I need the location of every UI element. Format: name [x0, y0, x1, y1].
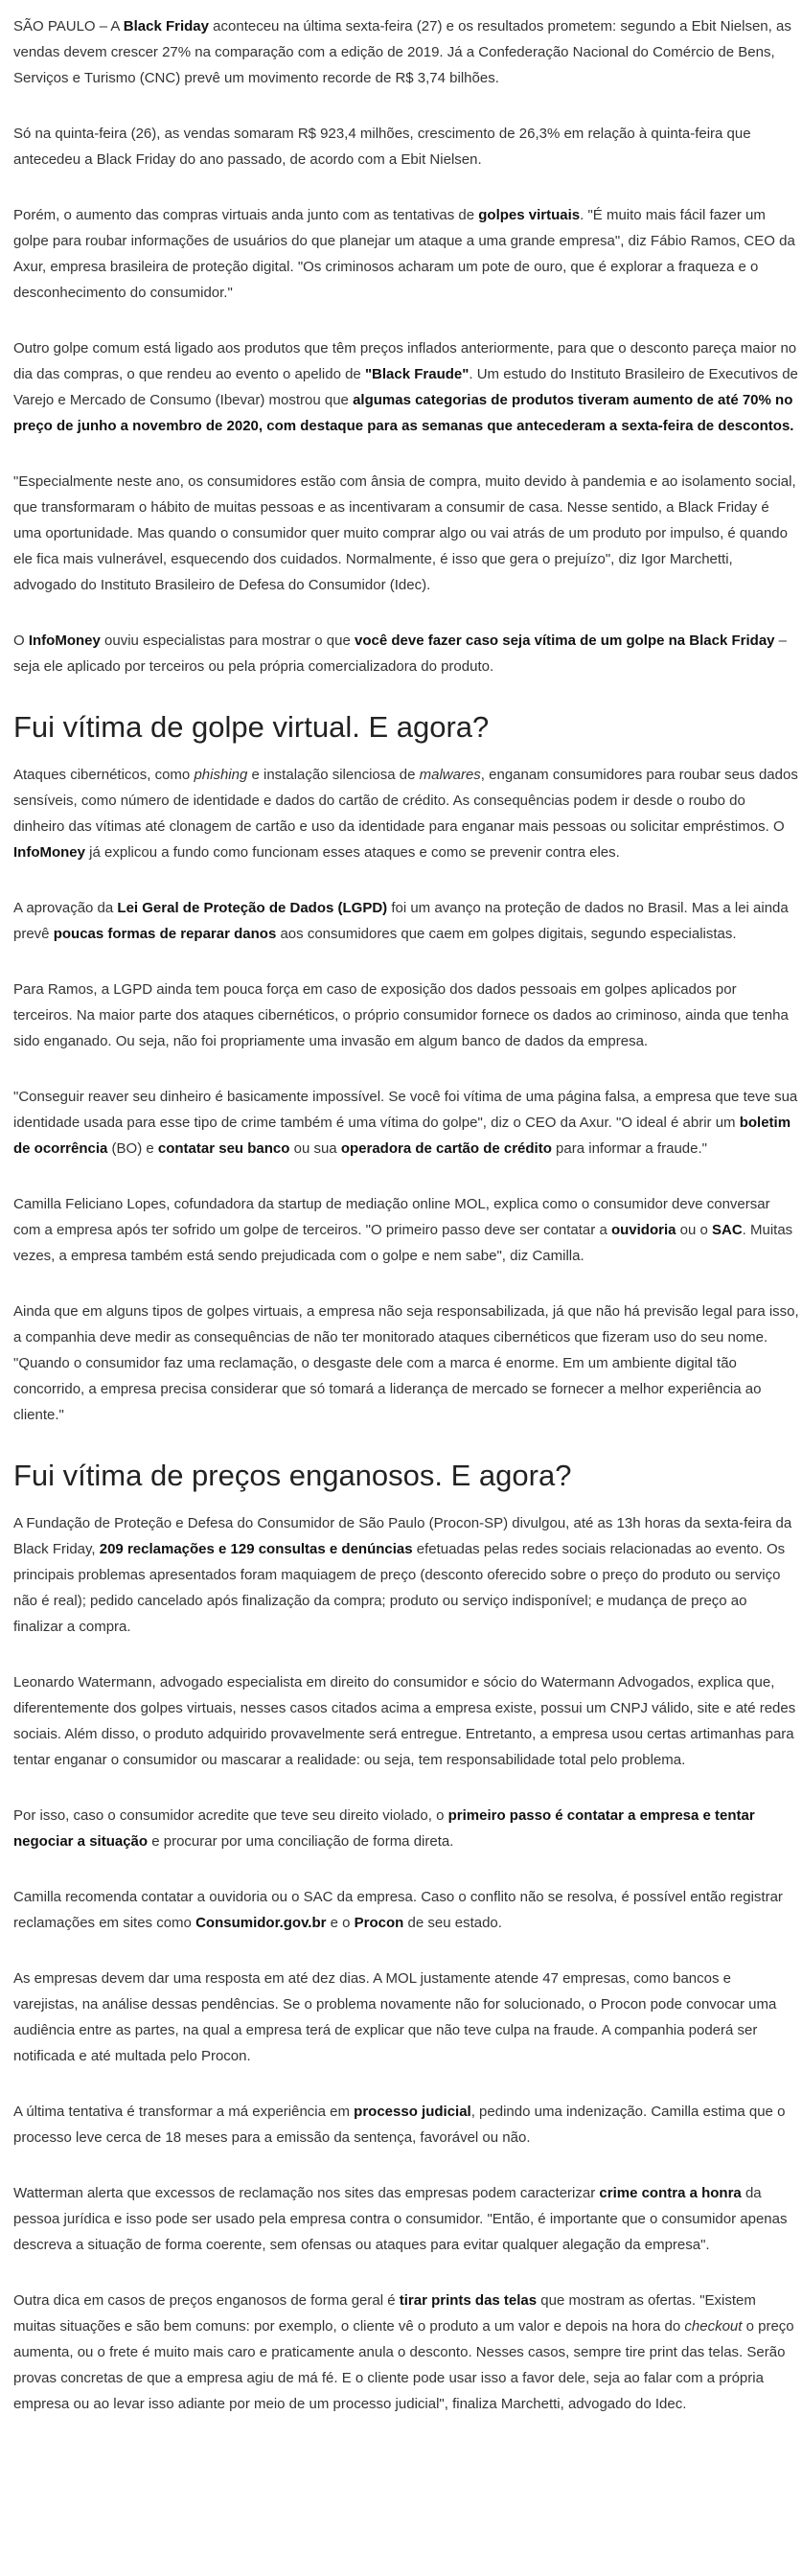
paragraph-text: ouviu especialistas para mostrar o que [100, 632, 355, 649]
bold-text: Procon [354, 1915, 404, 1931]
paragraph-text: "Conseguir reaver seu dinheiro é basicamente impossível. Se você foi vítima de uma página falsa, a empresa que teve sua identidade usada para esse tipo de crime também é uma vítima do golpe", diz o CEO da Axur. "O ideal é abrir um [13, 1089, 798, 1131]
article-paragraph [13, 2288, 799, 2417]
paragraph-text: Por isso, caso o consumidor acredite que teve seu direito violado, o [13, 1807, 448, 1824]
bold-text: primeiro passo é contatar a empresa e tentar negociar a situação [13, 1807, 755, 1850]
paragraph-text: Camilla recomenda contatar a ouvidoria ou o SAC da empresa. Caso o conflito não se resolva, é possível então registrar reclamações em sites como [13, 1889, 783, 1931]
paragraph-text: o preço aumenta, ou o frete é muito mais caro e praticamente anula o desconto. Nesses casos, sempre tire print das telas. Serão provas concretas de que a empresa agiu de má fé. E o cliente pode usar isso a favor dele, seja ao falar com a própria empresa ou ao levar isso adiante por meio de um processo judicial", finaliza Marchetti, advogado do Idec. [13, 2318, 794, 2412]
bold-text: boletim de ocorrência [13, 1115, 791, 1157]
paragraph-text: Watterman alerta que excessos de reclamação nos sites das empresas podem caracterizar [13, 2185, 600, 2201]
section-heading-precos-enganosos: Fui vítima de preços enganosos. E agora? [13, 1459, 572, 1492]
article-paragraph [13, 1510, 799, 1640]
article-paragraph [13, 1299, 799, 1428]
article-paragraph [13, 895, 799, 947]
bold-text: 209 reclamações e 129 consultas e denúncias [99, 1541, 413, 1557]
article-paragraph [13, 1966, 799, 2069]
bold-text: Consumidor.gov.br [195, 1915, 327, 1931]
article-paragraph [13, 1669, 799, 1773]
paragraph-text: Leonardo Watermann, advogado especialista em direito do consumidor e sócio do Watermann Advogados, explica que, diferentemente dos golpes virtuais, nesses casos citados acima a empresa existe, possui um CNPJ válido, site e até redes sociais. Além disso, o produto adquirido provavelmente será entregue. Entretanto, a empresa usou certas artimanhas para tentar enganar o consumidor ou mascarar a realidade: ou seja, tem responsabilidade total pelo problema. [13, 1674, 796, 1768]
bold-text: operadora de cartão de crédito [340, 1140, 552, 1157]
paragraph-text: – seja ele aplicado por terceiros ou pela própria comercializadora do produto. [13, 632, 788, 675]
bold-text: InfoMoney [13, 844, 85, 861]
paragraph-text: , pedindo uma indenização. Camilla estima que o processo leve cerca de 18 meses para a emissão da sentença, favorável ou não. [13, 2104, 786, 2146]
paragraph-text: A aprovação da [13, 900, 118, 916]
bold-text: poucas formas de reparar danos [53, 926, 277, 942]
paragraph-text: ou sua [289, 1140, 341, 1157]
bold-text: SAC [712, 1222, 743, 1238]
paragraph-text: e procurar por uma conciliação de forma direta. [148, 1833, 454, 1850]
article-paragraph [13, 121, 799, 172]
paragraph-text: (BO) e [107, 1140, 158, 1157]
article-paragraph [13, 977, 799, 1054]
paragraph-text: foi um avanço na proteção de dados no Brasil. Mas a lei ainda prevê [13, 900, 789, 942]
paragraph-text: já explicou a fundo como funcionam esses ataques e como se prevenir contra eles. [85, 844, 620, 861]
bold-text: Black Friday [123, 18, 209, 34]
paragraph-text: Ataques cibernéticos, como [13, 767, 195, 783]
article-paragraph [13, 13, 799, 91]
paragraph-text: A última tentativa é transformar a má experiência em [13, 2104, 355, 2120]
paragraph-text: efetuadas pelas redes sociais relacionadas ao evento. Os principais problemas apresentados foram maquiagem de preço (desconto oferecido sobre o preço do produto ou serviço não é real); pedido cancelado após finalização da compra; produto ou serviço indisponível; e mudança de preço ao finalizar a compra. [13, 1541, 786, 1635]
paragraph-text: e instalação silenciosa de [247, 767, 420, 783]
paragraph-text: A Fundação de Proteção e Defesa do Consumidor de São Paulo (Procon-SP) divulgou, até as 13h horas da sexta-feira da Black Friday, [13, 1515, 792, 1557]
article-paragraph [13, 335, 799, 439]
paragraph-text: aos consumidores que caem em golpes digitais, segundo especialistas. [276, 926, 737, 942]
bold-text: InfoMoney [28, 632, 101, 649]
paragraph-text: Outra dica em casos de preços enganosos de forma geral é [13, 2292, 400, 2309]
paragraph-text: "Especialmente neste ano, os consumidores estão com ânsia de compra, muito devido à pandemia e ao isolamento social, que transformaram o hábito de muitas pessoas e as incentivaram a consumir de casa. Nesse sentido, a Black Friday é uma oportunidade. Mas quando o consumidor quer muito comprar algo ou vai atrás de um produto por impulso, é quando ele fica mais vulnerável, esquecendo dos cuidados. Normalmente, é isso que gera o prejuízo", diz Igor Marchetti, advogado do Instituto Brasileiro de Defesa do Consumidor (Idec). [13, 473, 796, 593]
bold-text: crime contra a honra [599, 2185, 742, 2201]
bold-text: ouvidoria [610, 1222, 676, 1238]
article-paragraph [13, 1191, 799, 1269]
paragraph-text: para informar a fraude." [551, 1140, 707, 1157]
paragraph-text: . "É muito mais fácil fazer um golpe para roubar informações de usuários do que planejar um ataque a uma grande empresa", diz Fábio Ramos, CEO da Axur, empresa brasileira de proteção digital. "Os criminosos acharam um pote de ouro, que é explorar a fraqueza e o desconhecimento do consumidor." [13, 207, 795, 301]
article-paragraph [13, 202, 799, 306]
italic-text: phishing [194, 767, 248, 783]
paragraph-text: As empresas devem dar uma resposta em até dez dias. A MOL justamente atende 47 empresas, como bancos e varejistas, na análise dessas pendências. Se o problema novamente não for solucionado, o Procon pode convocar uma audiência entre as partes, na qual a empresa terá de explicar que não teve culpa na fraude. A companhia poderá ser notificada e até multada pelo Procon. [13, 1970, 777, 2064]
paragraph-text: e o [326, 1915, 355, 1931]
paragraph-text: Só na quinta-feira (26), as vendas somaram R$ 923,4 milhões, crescimento de 26,3% em relação à quinta-feira que antecedeu a Black Friday do ano passado, de acordo com a Ebit Nielsen. [13, 126, 751, 168]
section-heading-golpe-virtual: Fui vítima de golpe virtual. E agora? [13, 710, 490, 744]
bold-text: contatar seu banco [157, 1140, 290, 1157]
golpe-virtual-section [13, 762, 799, 1428]
paragraph-text: . Muitas vezes, a empresa também está sendo prejudicada com o golpe e nem sabe", diz Camilla. [13, 1222, 793, 1264]
paragraph-text: , enganam consumidores para roubar seus dados sensíveis, como número de identidade e dados do cartão de crédito. As consequências podem ir desde o roubo do dinheiro das vítimas até clonagem de cartão e uso da identidade para enganar mais pessoas ou solicitar empréstimos. O [13, 767, 798, 835]
italic-text: malwares [419, 767, 481, 783]
bold-text: você deve fazer caso seja vítima de um golpe na Black Friday [354, 632, 775, 649]
paragraph-text: Camilla Feliciano Lopes, cofundadora da startup de mediação online MOL, explica como o consumidor deve conversar com a empresa após ter sofrido um golpe de terceiros. "O primeiro passo deve ser contatar a [13, 1196, 770, 1238]
bold-text: algumas categorias de produtos tiveram aumento de até 70% no preço de junho a novembro de 2020, com destaque para as semanas que antecederam a sexta-feira de descontos. [13, 392, 794, 434]
intro-section [13, 13, 799, 679]
bold-text: Lei Geral de Proteção de Dados (LGPD) [117, 900, 388, 916]
bold-text: tirar prints das telas [399, 2292, 538, 2309]
bold-text: "Black Fraude" [364, 366, 470, 382]
paragraph-text: O [13, 632, 29, 649]
article-paragraph [13, 1884, 799, 1936]
paragraph-text: SÃO PAULO – A [13, 18, 124, 34]
paragraph-text: que mostram as ofertas. "Existem muitas situações e são bem comuns: por exemplo, o cliente vê o produto a um valor e depois na hora do [13, 2292, 756, 2334]
paragraph-text: Porém, o aumento das compras virtuais anda junto com as tentativas de [13, 207, 479, 223]
paragraph-text: . Um estudo do Instituto Brasileiro de Executivos de Varejo e Mercado de Consumo (Ibevar) mostrou que [13, 366, 798, 408]
paragraph-text: ou o [676, 1222, 712, 1238]
paragraph-text: aconteceu na última sexta-feira (27) e os resultados prometem: segundo a Ebit Nielsen, as vendas devem crescer 27% na comparação com a edição de 2019. Já a Confederação Nacional do Comércio de Bens, Serviços e Turismo (CNC) prevê um movimento recorde de R$ 3,74 bilhões. [13, 18, 791, 86]
italic-text: checkout [684, 2318, 743, 2334]
paragraph-text: Outro golpe comum está ligado aos produtos que têm preços inflados anteriormente, para que o desconto pareça maior no dia das compras, o que rendeu ao evento o apelido de [13, 340, 797, 382]
article-paragraph [13, 1803, 799, 1854]
paragraph-text: de seu estado. [403, 1915, 502, 1931]
article-paragraph [13, 762, 799, 865]
article-paragraph [13, 628, 799, 679]
article-paragraph [13, 2180, 799, 2258]
bold-text: golpes virtuais [478, 207, 581, 223]
paragraph-text: Ainda que em alguns tipos de golpes virtuais, a empresa não seja responsabilizada, já que não há previsão legal para isso, a companhia deve medir as consequências de não ter monitorado ataques cibernéticos que fizeram uso do seu nome. "Quando o consumidor faz uma reclamação, o desgaste dele com a marca é enorme. Em um ambiente digital tão concorrido, a empresa precisa considerar que só tomará a liderança de mercado se fornecer a melhor experiência ao cliente." [13, 1303, 799, 1423]
precos-enganosos-section [13, 1510, 799, 2417]
paragraph-text: Para Ramos, a LGPD ainda tem pouca força em caso de exposição dos dados pessoais em golpes aplicados por terceiros. Na maior parte dos ataques cibernéticos, o próprio consumidor fornece os dados ao criminoso, ainda que tenha sido enganado. Ou seja, não foi propriamente uma invasão em algum banco de dados da empresa. [13, 981, 789, 1049]
article-paragraph [13, 469, 799, 598]
bold-text: processo judicial [354, 2104, 471, 2120]
paragraph-text: da pessoa jurídica e isso pode ser usado pela empresa contra o consumidor. "Então, é importante que o consumidor apenas descreva a situação de forma coerente, sem ofensas ou ataques para evitar qualquer alegação da empresa". [13, 2185, 788, 2253]
article-paragraph [13, 1084, 799, 1162]
article-paragraph [13, 2099, 799, 2150]
